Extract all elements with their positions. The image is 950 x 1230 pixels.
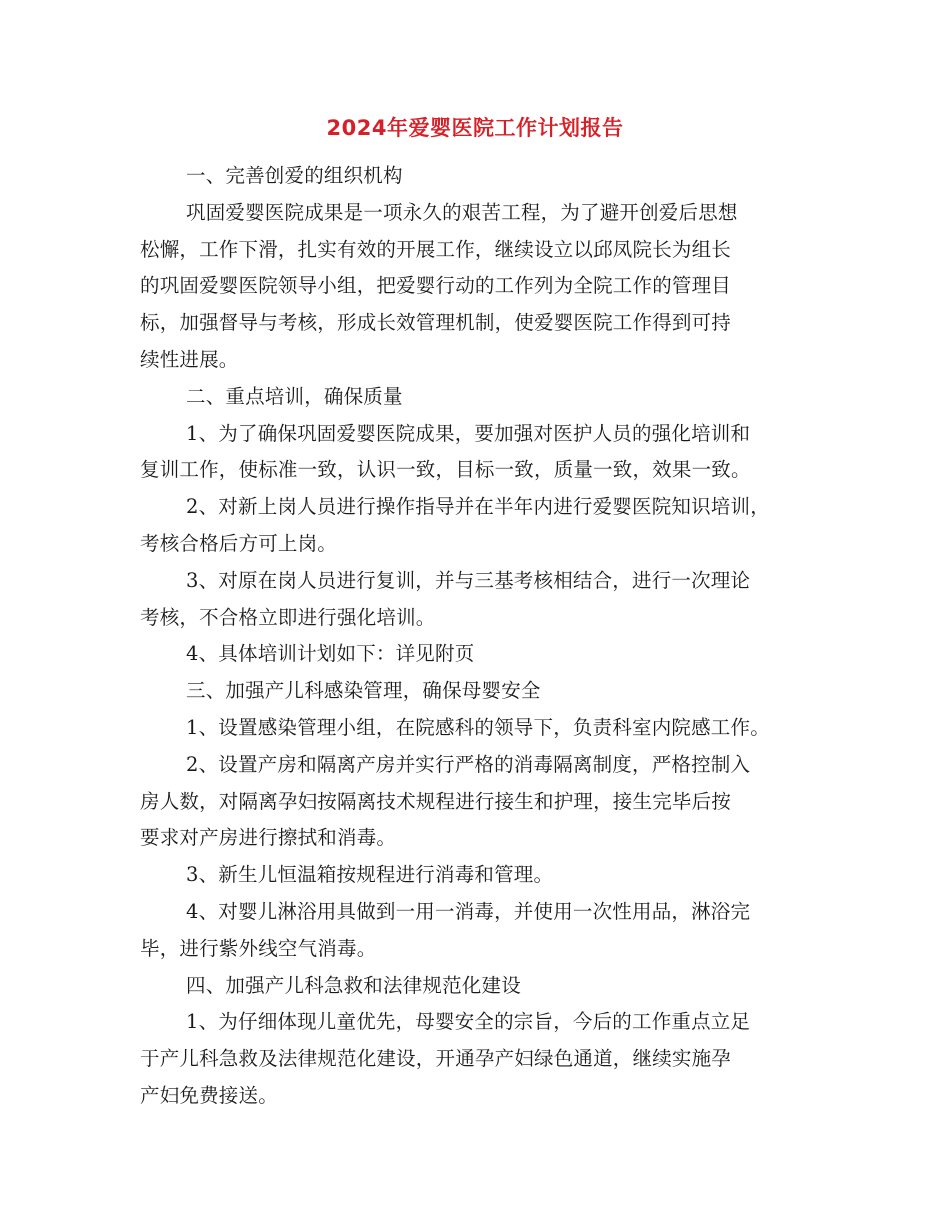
paragraph-line: 要求对产房进行擦拭和消毒。 — [140, 826, 397, 850]
document-title: 2024年爱婴医院工作计划报告 — [326, 116, 624, 140]
paragraph-line: 4、对婴儿淋浴用具做到一用一消毒，并使用一次性用品，淋浴完 — [186, 899, 751, 923]
paragraph-line: 3、对原在岗人员进行复训，并与三基考核相结合，进行一次理论 — [186, 568, 751, 592]
paragraph-line: 一、完善创爱的组织机构 — [186, 164, 403, 187]
paragraph-line: 标，加强督导与考核，形成长效管理机制，使爱婴医院工作得到可持 — [140, 311, 732, 335]
paragraph-line: 于产儿科急救及法律规范化建设，开通孕产妇绿色通道，继续实施孕 — [140, 1047, 732, 1071]
paragraph-line: 续性进展。 — [140, 347, 239, 371]
paragraph-line: 复训工作，使标准一致，认识一致，目标一致，质量一致，效果一致。 — [140, 458, 751, 482]
paragraph-line: 考核，不合格立即进行强化培训。 — [140, 605, 436, 629]
section-heading: 二、重点培训，确保质量 — [186, 384, 403, 408]
paragraph-line: 3、新生儿恒温箱按规程进行消毒和管理。 — [186, 863, 554, 887]
paragraph-line: 松懈，工作下滑，扎实有效的开展工作，继续设立以邱凤院长为组长 — [140, 237, 732, 261]
document-body — [140, 158, 816, 1115]
paragraph-line: 毕，进行紫外线空气消毒。 — [140, 936, 377, 960]
section-heading: 三、加强产儿科感染管理，确保母婴安全 — [186, 679, 541, 703]
paragraph-line: 房人数，对隔离孕妇按隔离技术规程进行接生和护理，接生完毕后按 — [140, 789, 732, 813]
paragraph-line: 考核合格后方可上岗。 — [140, 531, 338, 555]
paragraph-line: 1、为了确保巩固爱婴医院成果，要加强对医护人员的强化培训和 — [186, 421, 751, 445]
paragraph-line: 产妇免费接送。 — [140, 1083, 278, 1107]
paragraph-line: 2、设置产房和隔离产房并实行严格的消毒隔离制度，严格控制入 — [186, 752, 751, 776]
section-heading: 四、加强产儿科急救和法律规范化建设 — [186, 973, 521, 997]
paragraph-line: 巩固爱婴医院成果是一项永久的艰苦工程，为了避开创爱后思想 — [186, 200, 738, 224]
paragraph-line: 2、对新上岗人员进行操作指导并在半年内进行爱婴医院知识培训， — [186, 495, 770, 519]
paragraph-line: 的巩固爱婴医院领导小组，把爱婴行动的工作列为全院工作的管理目 — [140, 274, 732, 298]
paragraph-line: 1、为仔细体现儿童优先，母婴安全的宗旨，今后的工作重点立足 — [186, 1010, 751, 1034]
paragraph-line: 1、设置感染管理小组，在院感科的领导下，负责科室内院感工作。 — [186, 715, 770, 739]
paragraph-line: 4、具体培训计划如下：详见附页 — [186, 642, 475, 666]
